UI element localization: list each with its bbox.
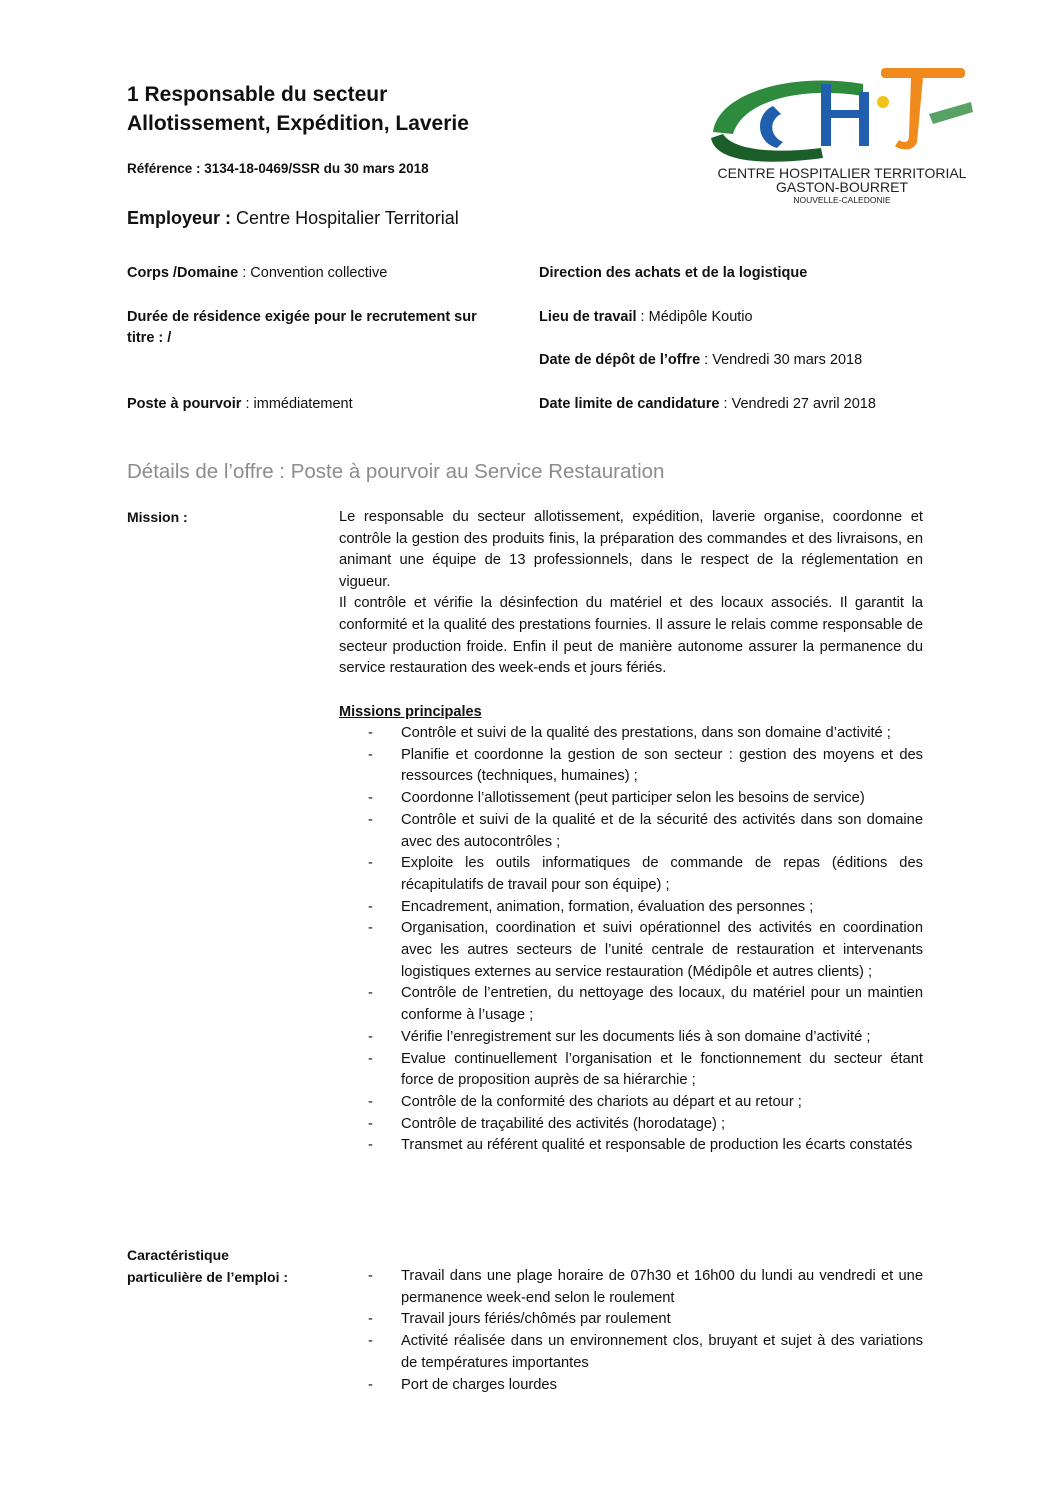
list-item: - Contrôle de la conformité des chariots au départ et au retour ; bbox=[368, 1093, 802, 1110]
depot-value: Vendredi 30 mars 2018 bbox=[712, 352, 863, 368]
section-title: Détails de l’offre : Poste à pourvoir au Service Restauration bbox=[127, 460, 665, 483]
logo-text-line1: CENTRE HOSPITALIER TERRITORIAL bbox=[717, 165, 967, 181]
poste-a-pourvoir: Poste à pourvoir : immédiatement bbox=[127, 396, 353, 412]
limite-value: Vendredi 27 avril 2018 bbox=[731, 396, 876, 412]
logo-hatch bbox=[929, 102, 973, 124]
caracteristiques-list bbox=[339, 1266, 923, 1396]
logo-text-line2: GASTON-BOURRET bbox=[776, 179, 908, 195]
mission-text bbox=[339, 507, 923, 680]
list-item: - Evalue continuellement l’organisation et le fonctionnement du secteur étant force de proposition auprès de sa hiérarchie ; bbox=[368, 1050, 923, 1089]
duree-label: Durée de résidence exigée pour le recrutement sur titre : bbox=[127, 309, 477, 346]
logo-blue-c bbox=[760, 106, 783, 148]
job-title-line2: Allotissement, Expédition, Laverie bbox=[127, 112, 469, 135]
list-item: - Travail jours fériés/chômés par roulement bbox=[368, 1311, 671, 1328]
mission-paragraph-1: Le responsable du secteur allotissement, expédition, laverie organise, coordonne et contrôle la gestion des produits finis, la préparation des commandes et des livraisons, en animant une équipe de 13 professionnels, dans le respect de la réglementation en vigueur. bbox=[339, 509, 923, 590]
job-title bbox=[127, 80, 469, 138]
date-depot: Date de dépôt de l’offre : Vendredi 30 mars 2018 bbox=[539, 352, 863, 368]
list-item: - Vérifie l’enregistrement sur les documents liés à son domaine d’activité ; bbox=[368, 1028, 871, 1045]
caracteristique-label-line1: Caractéristique bbox=[127, 1247, 229, 1263]
poste-label: Poste à pourvoir bbox=[127, 396, 242, 412]
limite-label: Date limite de candidature bbox=[539, 396, 720, 412]
logo-orange-t-bar bbox=[881, 68, 965, 78]
employer-label: Employeur : bbox=[127, 208, 232, 228]
job-title-line1: 1 Responsable du secteur bbox=[127, 83, 388, 106]
corps-domaine: Corps /Domaine : Convention collective bbox=[127, 265, 388, 281]
depot-label: Date de dépôt de l’offre bbox=[539, 352, 701, 368]
list-item: - Activité réalisée dans un environnement clos, bruyant et sujet à des variations de températures importantes bbox=[368, 1333, 923, 1371]
list-item: - Contrôle et suivi de la qualité des prestations, dans son domaine d’activité ; bbox=[368, 725, 891, 741]
poste-value: immédiatement bbox=[253, 396, 353, 412]
caracteristique-label bbox=[127, 1245, 288, 1288]
lieu-travail: Lieu de travail : Médipôle Koutio bbox=[539, 309, 753, 325]
list-item: - Transmet au référent qualité et responsable de production les écarts constatés bbox=[368, 1137, 913, 1154]
logo-orange-t-stem bbox=[895, 78, 923, 149]
list-item: - Encadrement, animation, formation, évaluation des personnes ; bbox=[368, 898, 814, 915]
duree-residence bbox=[127, 307, 505, 349]
date-limite: Date limite de candidature : Vendredi 27 avril 2018 bbox=[539, 396, 876, 412]
list-item: - Organisation, coordination et suivi opérationnel des activités en coordination avec les autres secteurs de l’unité centrale de restauration et intervenants logistiques externes au service restauration (Médipôle et autres clients) ; bbox=[368, 920, 923, 980]
mission-paragraph-2: Il contrôle et vérifie la désinfection du matériel et des locaux associés. Il garantit la conformité et la qualité des prestations fournies. Il assure le relais comme responsable de secteur production froide. Enfin il peut de manière autonome assurer la permanence du service restauration des week-ends et jours fériés. bbox=[339, 595, 923, 677]
direction bbox=[539, 263, 807, 284]
direction-label: Direction des achats et de la logistique bbox=[539, 265, 808, 281]
duree-value: / bbox=[167, 330, 172, 346]
reference: Référence : 3134-18-0469/SSR du 30 mars 2018 bbox=[127, 161, 429, 176]
missions-principales-list bbox=[339, 723, 923, 1157]
logo-orange-dot bbox=[877, 96, 889, 108]
missions-principales-title: Missions principales bbox=[339, 704, 482, 720]
lieu-value: Médipôle Koutio bbox=[648, 309, 753, 325]
logo-blue-h-right bbox=[859, 92, 869, 146]
logo-green-swoosh bbox=[713, 81, 863, 134]
corps-value: Convention collective bbox=[250, 265, 388, 281]
employer-value: Centre Hospitalier Territorial bbox=[236, 208, 459, 228]
logo-text-line3: NOUVELLE-CALEDONIE bbox=[793, 195, 891, 204]
cht-logo bbox=[703, 62, 981, 204]
list-item: - Coordonne l’allotissement (peut participer selon les besoins de service) bbox=[368, 790, 865, 807]
lieu-label: Lieu de travail bbox=[539, 309, 637, 325]
list-item: - Travail dans une plage horaire de 07h30 et 16h00 du lundi au vendredi et une permanence week-end selon le roulement bbox=[368, 1268, 923, 1306]
list-item: - Contrôle de l’entretien, du nettoyage des locaux, du matériel pour un maintien conforme à l’usage ; bbox=[368, 985, 923, 1024]
employer bbox=[127, 208, 459, 229]
corps-label: Corps /Domaine bbox=[127, 265, 239, 281]
list-item: - Contrôle et suivi de la qualité et de la sécurité des activités dans son domaine avec des autocontrôles ; bbox=[368, 811, 923, 850]
list-item: - Exploite les outils informatiques de commande de repas (éditions des récapitulatifs de travail pour son équipe) ; bbox=[368, 855, 923, 893]
list-item: - Port de charges lourdes bbox=[368, 1376, 557, 1393]
list-item: - Planifie et coordonne la gestion de son secteur : gestion des moyens et des ressources (techniques, humaines) ; bbox=[368, 746, 923, 785]
caracteristique-label-line2: particulière de l’emploi : bbox=[127, 1268, 289, 1285]
list-item: - Contrôle de traçabilité des activités (horodatage) ; bbox=[368, 1115, 726, 1132]
mission-label: Mission : bbox=[127, 509, 188, 525]
